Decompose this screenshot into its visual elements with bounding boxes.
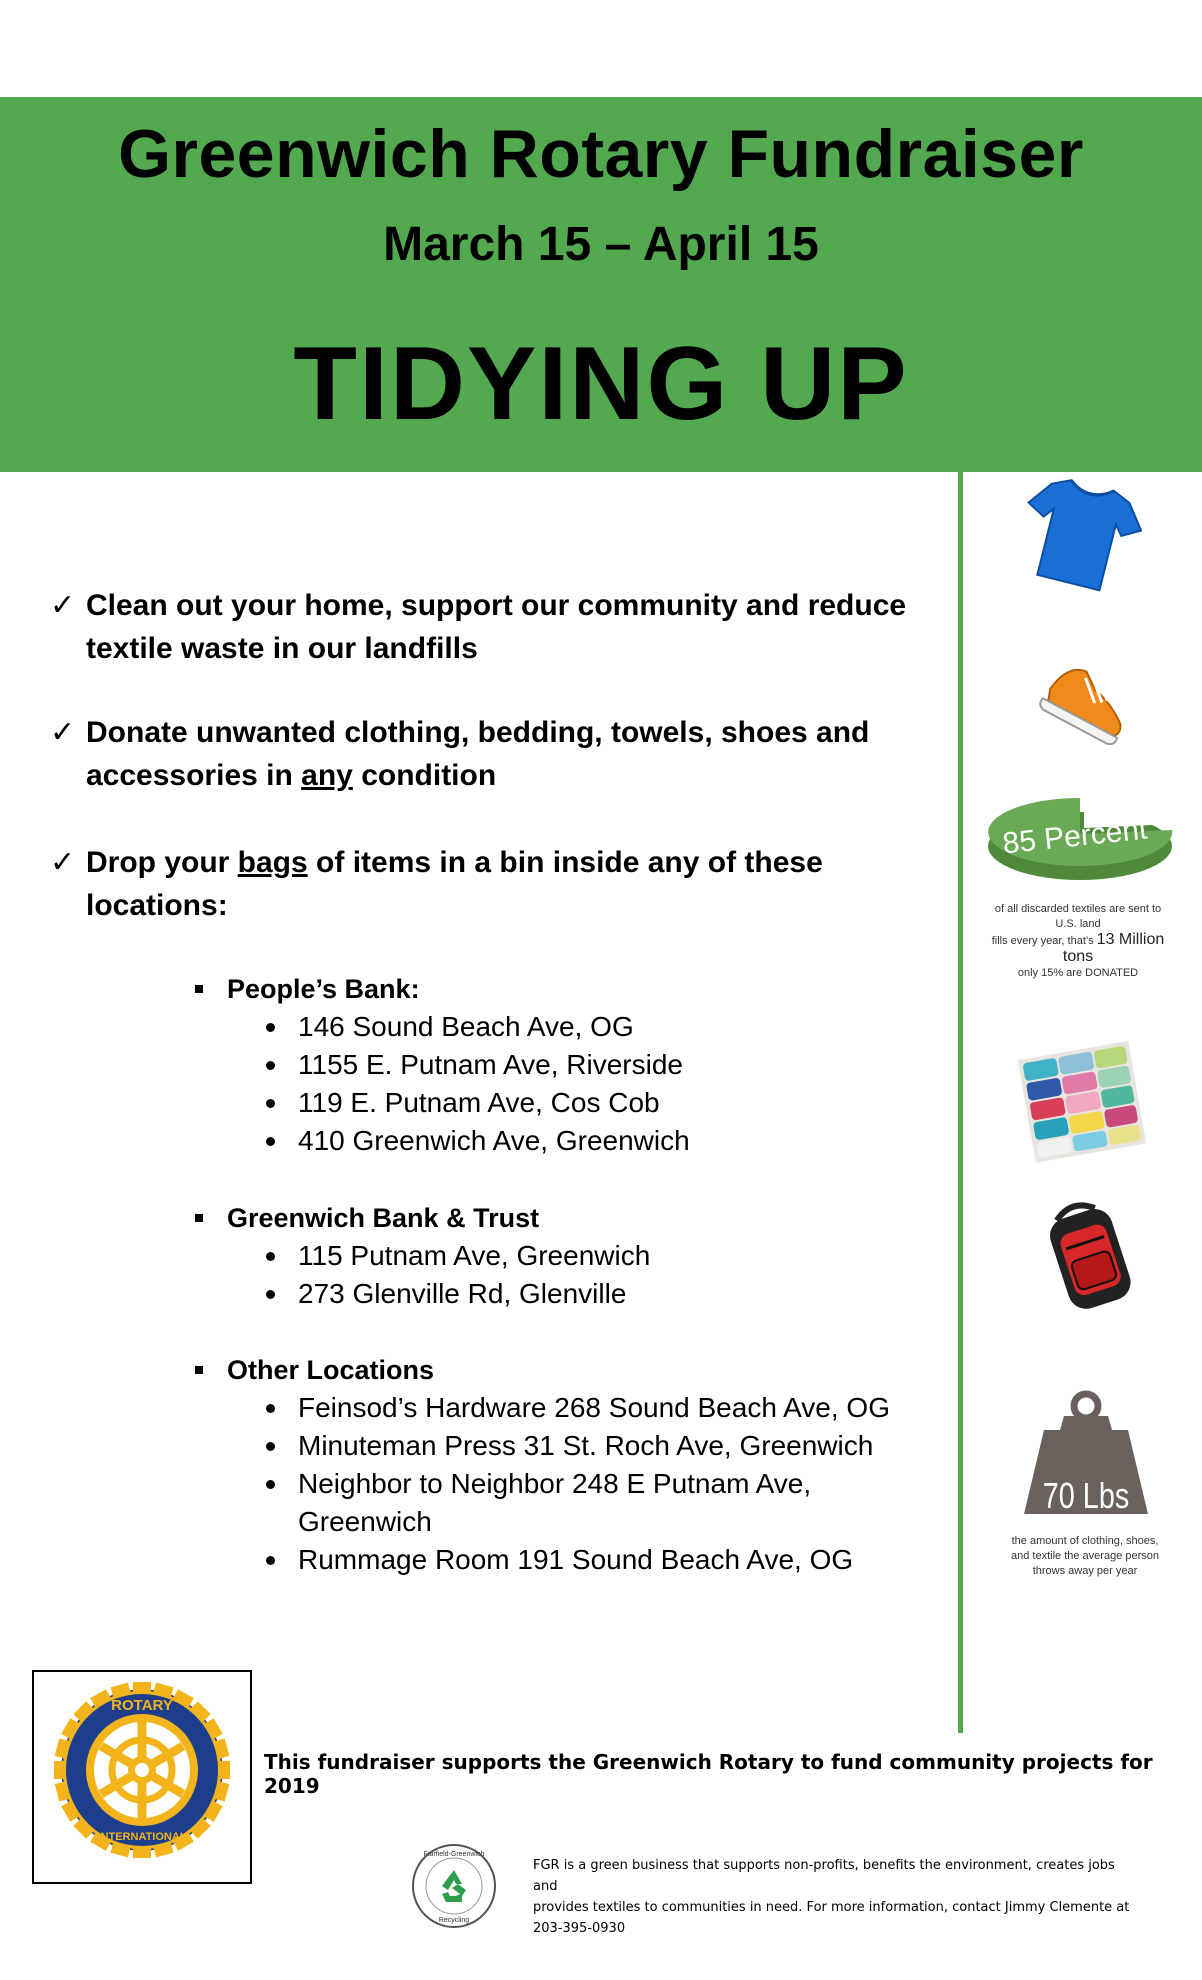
checkmark-icon: ✓ [50,846,76,879]
check-item-drop-off [50,841,950,927]
header-banner [0,97,1202,472]
check-item-text: Clean out your home, support our community and reduce textile waste in our landfills [86,589,907,665]
pie-caption: of all discarded textiles are sent to U.S. land fills every year, that’s 13 Million tons only 15% are DONATED [991,903,1165,979]
checkmark-icon: ✓ [50,716,76,749]
address-item: Minuteman Press 31 St. Roch Ave, Greenwich [193,1427,933,1465]
fundraiser-note: This fundraiser supports the Greenwich Rotary to fund community projects for 2019 [264,1750,1153,1798]
check-item-clean-out [50,584,950,670]
address-item: 115 Putnam Ave, Greenwich [193,1237,933,1275]
location-group-greenwich-bank [193,1199,933,1313]
address-item: Neighbor to Neighbor 248 E Putnam Ave, Greenwich [193,1465,933,1541]
tshirt-icon [1018,476,1142,596]
rotary-logo-bottom-text: INTERNATIONAL [97,1831,187,1843]
event-dates: March 15 – April 15 [383,218,819,271]
address-item: Feinsod’s Hardware 268 Sound Beach Ave, OG [193,1389,933,1427]
rotary-logo [34,1672,250,1882]
recycling-logo-bottom-text: Recycling [438,1917,470,1924]
location-group-heading: Other Locations [193,1351,933,1389]
location-group-peoples-bank [193,970,933,1160]
headline: TIDYING UP [293,326,909,442]
backpack-icon [1040,1198,1140,1318]
address-item: 146 Sound Beach Ave, OG [193,1008,933,1046]
address-item: 410 Greenwich Ave, Greenwich [193,1122,933,1160]
pie-label: 85 Percent [1001,812,1149,861]
check-item-donate [50,711,950,797]
location-group-other [193,1351,933,1579]
rotary-logo-box [32,1670,252,1884]
location-group-heading: People’s Bank: [193,970,933,1008]
address-list [193,1008,933,1160]
address-item: Rummage Room 191 Sound Beach Ave, OG [193,1541,933,1579]
address-item: 1155 E. Putnam Ave, Riverside [193,1046,933,1084]
page-title: Greenwich Rotary Fundraiser [118,116,1084,192]
address-list [193,1237,933,1313]
check-item-text: Drop your bags of items in a bin inside any of these locations: [86,846,823,922]
location-group-heading: Greenwich Bank & Trust [193,1199,933,1237]
checkmark-icon: ✓ [50,589,76,622]
sneaker-icon [1038,648,1138,758]
check-item-text: Donate unwanted clothing, bedding, towels, shoes and accessories in any condition [86,716,870,792]
vertical-divider [958,413,963,1733]
address-list [193,1389,933,1579]
address-item: 273 Glenville Rd, Glenville [193,1275,933,1313]
address-item: 119 E. Putnam Ave, Cos Cob [193,1084,933,1122]
weight-label: 70 Lbs [1042,1475,1130,1516]
contact-phone: 203-395-0930 [533,1921,626,1936]
towels-stack-icon [1016,1040,1146,1165]
recycling-logo-top-text: Fairfield-Greenwich [423,1851,485,1858]
recycling-logo [410,1842,498,1930]
fgr-description: FGR is a green business that supports non-profits, benefits the environment, creates jobs and provides textiles to communities in need. For more information, contact Jimmy Clemente at 203-395-0930 [533,1858,1130,1936]
rotary-logo-top-text: ROTARY [111,1697,173,1714]
weight-caption: the amount of clothing, shoes, and textile the average person throws away per year [1011,1535,1159,1577]
